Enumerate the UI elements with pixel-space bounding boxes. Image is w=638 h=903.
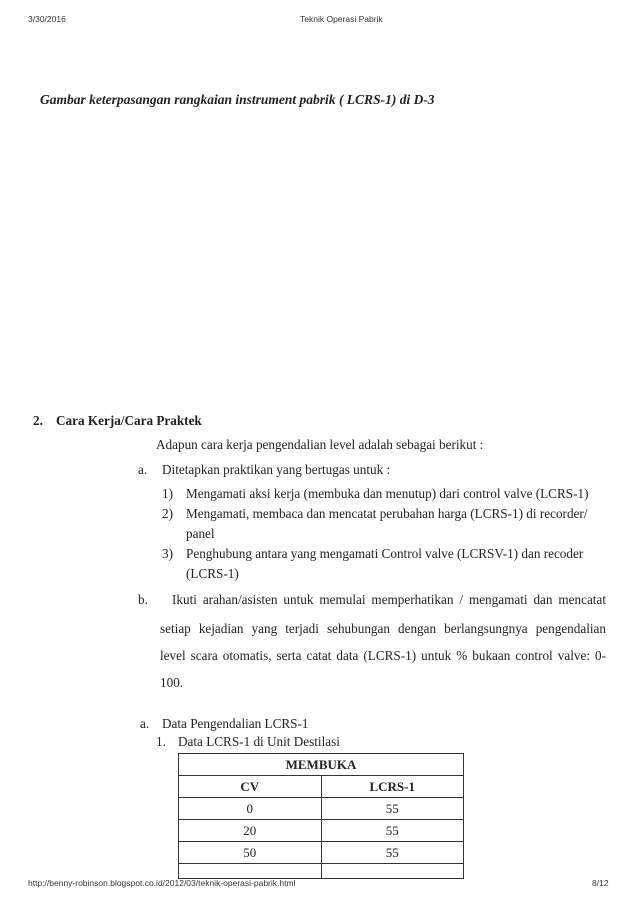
table-cell <box>179 864 322 879</box>
item-b-line-3: level scara otomatis, serta catat data (LCRS-1) untuk % bukaan control valve: 0- <box>160 648 606 663</box>
table-cell: 55 <box>321 820 464 842</box>
item-b-line-2: setiap kejadian yang terjadi sehubungan dengan berlangsungnya pengendalian <box>160 621 606 636</box>
table-row <box>179 842 464 864</box>
table-cell: 20 <box>179 820 322 842</box>
table-header-row <box>179 776 464 798</box>
table-row <box>179 864 464 879</box>
subitem-3-marker: 3) <box>162 546 173 561</box>
table-caption-row <box>179 754 464 776</box>
item-b-line-4: 100. <box>160 675 184 690</box>
table-row <box>179 820 464 842</box>
footer-page-number: 8/12 <box>592 878 609 888</box>
item-a-marker: a. <box>138 462 148 477</box>
item-b-line-1: Ikuti arahan/asisten untuk memulai memperhatikan / mengamati dan mencatat <box>172 592 606 607</box>
footer-url: http://benny-robinson.blogspot.co.id/2012/03/teknik-operasi-pabrik.html <box>28 878 296 888</box>
subitem-2-line-2: panel <box>186 526 215 541</box>
table-cell: 50 <box>179 842 322 864</box>
section-title: Cara Kerja/Cara Praktek <box>56 413 202 428</box>
column-header-lcrs: LCRS-1 <box>321 776 464 798</box>
header-title: Teknik Operasi Pabrik <box>300 14 383 24</box>
data-subsection-title: Data LCRS-1 di Unit Destilasi <box>178 734 340 749</box>
data-section-marker: a. <box>140 716 150 731</box>
subitem-2-marker: 2) <box>162 506 173 521</box>
section-number: 2. <box>33 413 43 428</box>
section-intro: Adapun cara kerja pengendalian level adalah sebagai berikut : <box>156 437 484 452</box>
subitem-3-line-1: Penghubung antara yang mengamati Control valve (LCRSV-1) dan recoder <box>186 546 584 561</box>
subitem-3-line-2: (LCRS-1) <box>186 566 239 581</box>
data-subsection-marker: 1. <box>156 734 166 749</box>
item-a-text: Ditetapkan praktikan yang bertugas untuk : <box>162 462 391 477</box>
table-row <box>179 798 464 820</box>
subitem-1-line-1: Mengamati aksi kerja (membuka dan menutup) dari control valve (LCRS-1) <box>186 486 589 501</box>
table-cell: 55 <box>321 842 464 864</box>
header-date: 3/30/2016 <box>28 14 66 24</box>
data-section-title: Data Pengendalian LCRS-1 <box>162 716 309 731</box>
column-header-cv: CV <box>179 776 322 798</box>
table-cell: 0 <box>179 798 322 820</box>
table-cell <box>321 864 464 879</box>
subitem-2-line-1: Mengamati, membaca dan mencatat perubahan harga (LCRS-1) di recorder/ <box>186 506 588 521</box>
table-caption: MEMBUKA <box>179 754 464 776</box>
subitem-1-marker: 1) <box>162 486 173 501</box>
table-cell: 55 <box>321 798 464 820</box>
figure-caption: Gambar keterpasangan rangkaian instrument pabrik ( LCRS-1) di D-3 <box>40 92 435 107</box>
data-table <box>178 753 464 879</box>
item-b-marker: b. <box>138 592 148 607</box>
